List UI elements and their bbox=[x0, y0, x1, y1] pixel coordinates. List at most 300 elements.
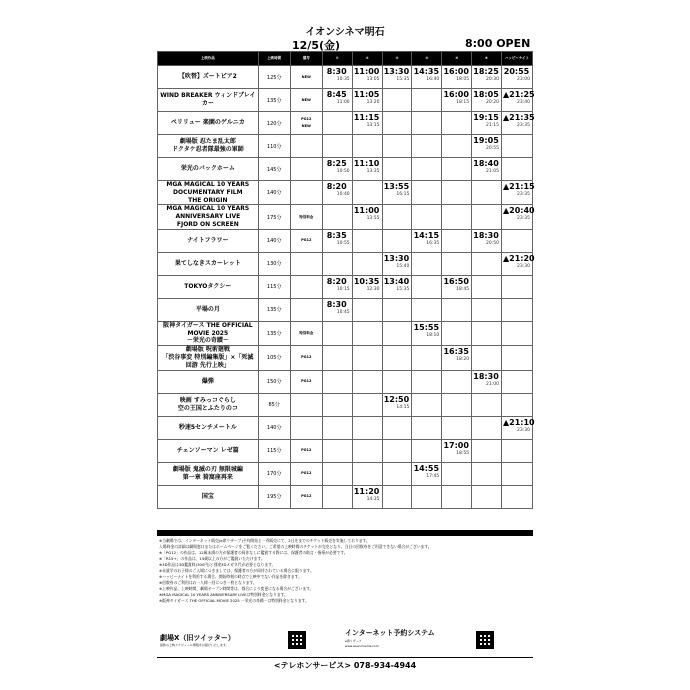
movie-duration: 195分 bbox=[258, 485, 290, 508]
movie-title: 阪神タイガース THE OFFICIAL MOVIE 2025 －栄光の奇蹟－ bbox=[158, 321, 259, 345]
table-row bbox=[158, 205, 533, 229]
showtime-slot bbox=[442, 462, 472, 485]
showtime-slot[interactable] bbox=[442, 66, 472, 89]
showtime-slot[interactable] bbox=[322, 66, 352, 89]
showtime-slot[interactable] bbox=[382, 181, 412, 205]
movie-duration: 140分 bbox=[258, 181, 290, 205]
showtime-slot bbox=[322, 321, 352, 345]
showtime-slot bbox=[382, 439, 412, 462]
showtime-start: 13:30 bbox=[383, 253, 410, 263]
movie-title: 栄光のバックホーム bbox=[158, 158, 259, 181]
note-line: 入場料金の詳細は劇場窓口またはホームページをご覧ください。ご希望の上映時間のチケットが完売となり、当日の回数券をご用意できない場合がございます。 bbox=[159, 544, 432, 549]
note-line: ※回数券のご利用はお一人様一回につき一枚となります。 bbox=[159, 580, 257, 585]
showtime-end: 18:45 bbox=[456, 286, 470, 292]
showtime-end: 18:05 bbox=[456, 77, 470, 82]
table-row bbox=[158, 275, 533, 298]
showtime-start: 14:15 bbox=[413, 230, 440, 240]
showtime-slot bbox=[322, 485, 352, 508]
showtime-end: 10:45 bbox=[336, 309, 350, 315]
showtime-slot[interactable] bbox=[352, 112, 382, 135]
showtime-slot bbox=[322, 462, 352, 485]
showtime-end: 12:30 bbox=[366, 286, 380, 292]
showtime-slot[interactable] bbox=[412, 462, 442, 485]
movie-title: 国宝 bbox=[158, 485, 259, 508]
showtime-slot bbox=[472, 181, 502, 205]
showtime-slot bbox=[442, 298, 472, 321]
showtime-slot bbox=[322, 346, 352, 370]
showtime-slot[interactable] bbox=[352, 158, 382, 181]
movie-duration: 115分 bbox=[258, 439, 290, 462]
showtime-slot bbox=[501, 370, 532, 393]
showtime-slot bbox=[352, 439, 382, 462]
showtime-end: 20:20 bbox=[486, 100, 499, 105]
movie-remarks bbox=[290, 416, 322, 439]
showtime-slot bbox=[501, 321, 532, 345]
movie-title: 果てしなきスカーレット bbox=[158, 252, 259, 275]
showtime-end: 21:00 bbox=[486, 381, 499, 387]
showtime-slot bbox=[412, 346, 442, 370]
showtime-slot[interactable] bbox=[472, 66, 502, 89]
showtime-start: 10:35 bbox=[353, 276, 380, 286]
showtime-end: 10:15 bbox=[336, 286, 350, 292]
showtime-slot bbox=[352, 462, 382, 485]
showtime-end: 16:15 bbox=[396, 192, 410, 197]
table-row bbox=[158, 370, 533, 393]
showtime-slot bbox=[472, 205, 502, 229]
table-row bbox=[158, 439, 533, 462]
showtime-slot[interactable] bbox=[442, 346, 472, 370]
showtime-slot bbox=[382, 89, 412, 112]
showtime-start: 11:20 bbox=[353, 486, 380, 496]
showtime-slot[interactable] bbox=[501, 181, 535, 205]
showtime-slot bbox=[382, 205, 412, 229]
showtime-end: 23:30 bbox=[517, 263, 530, 269]
showtime-end: 21:05 bbox=[486, 169, 499, 174]
column-header: 上映時間 bbox=[258, 52, 290, 66]
showtime-slot[interactable] bbox=[352, 66, 382, 89]
showtime-slot[interactable] bbox=[472, 89, 502, 112]
net-reservation-url[interactable]: www.aeoncinema.com bbox=[345, 643, 379, 648]
showtime-slot[interactable] bbox=[382, 252, 412, 275]
showtime-start: 8:30 bbox=[326, 67, 347, 76]
showtime-end: 11:00 bbox=[336, 100, 350, 105]
showtime-end: 23:40 bbox=[517, 100, 530, 105]
showtime-start: 12:50 bbox=[383, 394, 410, 404]
showtime-start: 20:55 bbox=[503, 67, 530, 76]
showtime-slot bbox=[382, 229, 412, 252]
showtime-slot bbox=[442, 205, 472, 229]
showtime-slot bbox=[442, 370, 472, 393]
showtime-slot bbox=[382, 298, 412, 321]
showtime-slot bbox=[412, 205, 442, 229]
showtime-slot[interactable] bbox=[501, 112, 535, 135]
showtime-slot[interactable] bbox=[442, 89, 472, 112]
showtime-slot[interactable] bbox=[501, 416, 535, 439]
table-row bbox=[158, 135, 533, 158]
telephone-service: <テレホンサービス> 078-934-4944 bbox=[273, 661, 417, 670]
showtime-slot bbox=[412, 112, 442, 135]
note-line: ※当劇場では、インターネット販売(e席リザーブ)予約開始と一斉販売にて、2日先までのチケット販売を実施しております。 bbox=[159, 538, 370, 543]
net-reservation-info bbox=[345, 639, 465, 648]
showtime-slot bbox=[442, 229, 472, 252]
showtime-slot bbox=[442, 321, 472, 345]
showtime-end: 10:50 bbox=[336, 169, 350, 174]
showtime-slot bbox=[501, 229, 532, 252]
showtime-slot bbox=[501, 462, 532, 485]
showtime-slot bbox=[472, 298, 502, 321]
showtime-slot bbox=[322, 393, 352, 416]
showtime-slot[interactable] bbox=[322, 275, 352, 298]
showtime-start: 14:35 bbox=[413, 67, 440, 76]
showtime-end: 10:40 bbox=[336, 192, 350, 197]
x-account-title: 劇場X（旧ツイッター） bbox=[160, 634, 235, 642]
showtime-start: 16:00 bbox=[443, 67, 469, 76]
showtime-slot bbox=[322, 205, 352, 229]
showtime-slot bbox=[382, 112, 412, 135]
movie-remarks: PG12 bbox=[290, 485, 322, 508]
showtime-slot[interactable] bbox=[322, 158, 352, 181]
showtime-start: 16:35 bbox=[443, 347, 469, 357]
showtime-slot[interactable] bbox=[442, 439, 472, 462]
showtime-slot bbox=[382, 370, 412, 393]
movie-title: MGA MAGICAL 10 YEARS DOCUMENTARY FILM THE ORIGIN bbox=[158, 181, 259, 205]
movie-title: 平場の月 bbox=[158, 298, 259, 321]
showtime-slot bbox=[501, 439, 532, 462]
cinema-name: イオンシネマ明石 bbox=[305, 27, 385, 38]
showtime-end: 14:35 bbox=[366, 496, 380, 502]
note-line: ※3D作品は3D鑑賞料(300円)と別途3Dメガネ代が必要となります。 bbox=[159, 562, 276, 567]
table-row bbox=[158, 393, 533, 416]
showtime-end: 15:35 bbox=[396, 77, 410, 82]
column-header: ② bbox=[352, 52, 382, 66]
showtime-slot bbox=[322, 439, 352, 462]
showtime-slot bbox=[352, 298, 382, 321]
showtime-end: 18:10 bbox=[426, 332, 440, 338]
table-row bbox=[158, 252, 533, 275]
showtime-end: 23:35 bbox=[517, 123, 530, 128]
showtime-slot bbox=[472, 321, 502, 345]
x-qr-code-icon[interactable] bbox=[288, 631, 306, 649]
showtime-slot bbox=[382, 462, 412, 485]
column-header: ⑥ bbox=[472, 52, 502, 66]
showtime-start: 19:15 bbox=[473, 113, 499, 122]
movie-title: TOKYOタクシー bbox=[158, 275, 259, 298]
showtime-start: 11:00 bbox=[353, 206, 380, 216]
showtime-slot bbox=[412, 416, 442, 439]
showtime-slot[interactable] bbox=[472, 112, 502, 135]
movie-duration: 135分 bbox=[258, 298, 290, 321]
showtime-slot bbox=[501, 393, 532, 416]
showtime-slot bbox=[382, 416, 412, 439]
showtime-slot[interactable] bbox=[322, 229, 352, 252]
showtime-start: 19:05 bbox=[473, 136, 499, 145]
showtime-end: 15:40 bbox=[396, 263, 410, 269]
movie-remarks: PG12 bbox=[290, 229, 322, 252]
showtime-end: 20:55 bbox=[486, 146, 499, 151]
showtime-slot bbox=[412, 275, 442, 298]
movie-remarks: 特別料金 bbox=[290, 205, 322, 229]
movie-duration: 135分 bbox=[258, 321, 290, 345]
movie-title: 劇場版 鬼滅の刃 無限城編 第一章 猗窩座再来 bbox=[158, 462, 259, 485]
showtime-start: 8:45 bbox=[326, 90, 347, 99]
showtime-slot bbox=[501, 298, 532, 321]
showtime-end: 23:00 bbox=[517, 77, 530, 82]
showtime-slot[interactable] bbox=[352, 89, 382, 112]
showtime-start: 17:00 bbox=[443, 440, 469, 450]
showtime-start: 8:25 bbox=[326, 159, 347, 168]
showtime-slot bbox=[382, 346, 412, 370]
movie-duration: 140分 bbox=[258, 416, 290, 439]
showtime-slot[interactable] bbox=[472, 135, 502, 158]
showtime-slot[interactable] bbox=[501, 66, 532, 89]
showtime-slot bbox=[472, 439, 502, 462]
showtime-slot bbox=[442, 485, 472, 508]
movie-title: チェンソーマン レゼ篇 bbox=[158, 439, 259, 462]
showtime-slot bbox=[412, 158, 442, 181]
showtime-end: 18:20 bbox=[456, 357, 470, 363]
movie-remarks: PG12 bbox=[290, 346, 322, 370]
showtime-slot bbox=[322, 135, 352, 158]
notes-section bbox=[159, 538, 531, 604]
showtime-slot[interactable] bbox=[472, 158, 502, 181]
showtime-slot[interactable] bbox=[352, 275, 382, 298]
showtime-end: 16:35 bbox=[426, 240, 440, 246]
movie-remarks: PG12 bbox=[290, 370, 322, 393]
schedule-header-row bbox=[158, 52, 533, 66]
movie-duration: 175分 bbox=[258, 205, 290, 229]
showtime-slot bbox=[352, 229, 382, 252]
column-header: ① bbox=[322, 52, 352, 66]
column-header: 上映作品 bbox=[158, 52, 259, 66]
showtime-start: 11:00 bbox=[353, 67, 380, 76]
showtime-slot bbox=[442, 393, 472, 416]
showtime-end: 13:20 bbox=[366, 100, 380, 105]
showtime-end: 18:15 bbox=[456, 100, 470, 105]
movie-duration: 115分 bbox=[258, 275, 290, 298]
open-time: 8:00 OPEN bbox=[465, 37, 531, 50]
movie-remarks bbox=[290, 298, 322, 321]
column-header: ハッピーナイト bbox=[501, 52, 532, 66]
movie-remarks: PG12 bbox=[290, 439, 322, 462]
movie-title: 爆弾 bbox=[158, 370, 259, 393]
showtime-slot[interactable] bbox=[501, 205, 535, 229]
note-line: ※ハッピーナイトを利用する場合、開始時刻の時点で上映中でない作品を除きます。 bbox=[159, 574, 302, 579]
movie-remarks bbox=[290, 158, 322, 181]
showtime-slot[interactable] bbox=[322, 298, 352, 321]
schedule-date: 12/5(金) bbox=[292, 39, 341, 52]
showtime-slot[interactable] bbox=[472, 229, 502, 252]
showtime-end: 17:45 bbox=[426, 473, 440, 479]
showtime-start: 18:05 bbox=[473, 90, 499, 99]
movie-title: WIND BREAKER ウィンドブレイカー bbox=[158, 89, 259, 112]
showtime-slot bbox=[442, 181, 472, 205]
movie-title: ナイトフラワー bbox=[158, 229, 259, 252]
showtime-slot bbox=[472, 346, 502, 370]
showtime-slot bbox=[472, 485, 502, 508]
showtime-end: 13:15 bbox=[366, 123, 380, 128]
showtime-slot bbox=[382, 158, 412, 181]
showtime-start: ▲21:10 bbox=[502, 417, 535, 427]
showtime-slot bbox=[352, 252, 382, 275]
showtime-start: ▲21:35 bbox=[502, 113, 535, 122]
x-account-note: 最新の上映スケジュール情報をお届けいたします。 bbox=[160, 643, 229, 647]
showtime-slot[interactable] bbox=[412, 66, 442, 89]
showtime-end: 20:50 bbox=[486, 240, 499, 246]
showtime-slot bbox=[382, 135, 412, 158]
movie-title: ペリリュー 楽園のゲルニカ bbox=[158, 112, 259, 135]
movie-remarks bbox=[290, 275, 322, 298]
showtime-slot bbox=[412, 89, 442, 112]
net-reservation-title: インターネット予約システム bbox=[345, 629, 435, 637]
showtime-slot[interactable] bbox=[322, 89, 352, 112]
showtime-slot bbox=[501, 485, 532, 508]
movie-duration: 125分 bbox=[258, 66, 290, 89]
movie-remarks: NEW bbox=[290, 89, 322, 112]
showtime-slot bbox=[322, 252, 352, 275]
movie-duration: 140分 bbox=[258, 229, 290, 252]
movie-duration: 85分 bbox=[258, 393, 290, 416]
showtime-slot bbox=[501, 275, 532, 298]
movie-duration: 135分 bbox=[258, 89, 290, 112]
showtime-slot bbox=[382, 321, 412, 345]
notes-divider bbox=[157, 530, 533, 536]
showtime-slot bbox=[442, 112, 472, 135]
movie-duration: 170分 bbox=[258, 462, 290, 485]
table-row bbox=[158, 298, 533, 321]
showtime-start: ▲21:15 bbox=[502, 182, 535, 191]
showtime-slot[interactable] bbox=[352, 485, 382, 508]
table-row bbox=[158, 66, 533, 89]
table-row bbox=[158, 112, 533, 135]
showtime-start: 15:55 bbox=[413, 322, 440, 332]
showtime-slot bbox=[442, 158, 472, 181]
column-header: ③ bbox=[382, 52, 412, 66]
showtime-end: 10:35 bbox=[336, 77, 350, 82]
showtime-end: 13:35 bbox=[366, 169, 380, 174]
showtime-slot bbox=[472, 393, 502, 416]
showtime-start: 8:30 bbox=[326, 299, 347, 309]
movie-duration: 145分 bbox=[258, 158, 290, 181]
table-row bbox=[158, 462, 533, 485]
movie-remarks bbox=[290, 393, 322, 416]
showtime-slot bbox=[322, 416, 352, 439]
showtime-start: 16:00 bbox=[443, 90, 469, 99]
table-row bbox=[158, 321, 533, 345]
showtime-slot bbox=[352, 321, 382, 345]
showtime-slot bbox=[412, 298, 442, 321]
showtime-slot bbox=[352, 416, 382, 439]
showtime-start: 18:30 bbox=[473, 371, 499, 381]
showtime-end: 21:15 bbox=[486, 123, 499, 128]
footer-divider bbox=[157, 657, 533, 658]
note-line: ※「R15+」の作品は、15歳以上の方がご鑑賞いただけます。 bbox=[159, 556, 265, 561]
showtime-end: 14:15 bbox=[396, 404, 410, 410]
showtime-slot bbox=[382, 485, 412, 508]
movie-title: 秒速5センチメートル bbox=[158, 416, 259, 439]
web-qr-code-icon[interactable] bbox=[476, 631, 494, 649]
showtime-slot bbox=[412, 370, 442, 393]
column-header: ⑤ bbox=[442, 52, 472, 66]
showtime-end: 15:35 bbox=[396, 286, 410, 292]
table-row bbox=[158, 485, 533, 508]
note-line: ※「PG12」の作品は、12歳未満の方が保護者の同伴なしに鑑賞する際には、保護者の助言・指導が必要です。 bbox=[159, 550, 348, 555]
movie-title: 映画 すみっコぐらし 空の王国とふたりのコ bbox=[158, 393, 259, 416]
showtime-start: 8:20 bbox=[326, 182, 347, 191]
movie-title: 劇場版 忍たま乱太郎 ドクタケ忍者隊最強の軍師 bbox=[158, 135, 259, 158]
note-line: ※MGA MAGICAL 10 YEARS ANNIVERSARY LIVEは特別料金となります。 bbox=[159, 592, 288, 597]
movie-title: MGA MAGICAL 10 YEARS ANNIVERSARY LIVE FJORD ON SCREEN bbox=[158, 205, 259, 229]
showtime-slot[interactable] bbox=[472, 370, 502, 393]
movie-duration: 110分 bbox=[258, 135, 290, 158]
note-line: ※未就学のお子様のご入場につきましては、保護者の方が同伴されている場合に限ります。 bbox=[159, 568, 314, 573]
showtime-slot[interactable] bbox=[501, 89, 535, 112]
showtime-start: ▲20:40 bbox=[502, 206, 535, 216]
showtime-slot bbox=[501, 346, 532, 370]
showtime-slot bbox=[412, 252, 442, 275]
showtime-end: 23:35 bbox=[517, 216, 530, 222]
showtime-slot bbox=[442, 416, 472, 439]
showtime-slot[interactable] bbox=[412, 229, 442, 252]
column-header: ④ bbox=[412, 52, 442, 66]
showtime-slot[interactable] bbox=[382, 393, 412, 416]
movie-remarks bbox=[290, 252, 322, 275]
showtime-slot[interactable] bbox=[382, 275, 412, 298]
showtime-start: 18:40 bbox=[473, 159, 499, 168]
showtime-slot bbox=[472, 252, 502, 275]
showtime-slot[interactable] bbox=[382, 66, 412, 89]
showtime-slot bbox=[352, 393, 382, 416]
net-reservation-line: e席リザーブ bbox=[345, 639, 362, 643]
movie-duration: 105分 bbox=[258, 346, 290, 370]
showtime-start: 11:05 bbox=[353, 90, 380, 99]
showtime-end: 23:30 bbox=[517, 427, 530, 433]
showtime-start: 13:30 bbox=[383, 67, 410, 76]
showtime-slot[interactable] bbox=[322, 181, 352, 205]
showtime-slot[interactable] bbox=[442, 275, 472, 298]
showtime-slot[interactable] bbox=[412, 321, 442, 345]
showtime-slot bbox=[412, 393, 442, 416]
showtime-start: ▲21:20 bbox=[502, 253, 535, 263]
showtime-end: 18:55 bbox=[456, 450, 470, 456]
showtime-slot bbox=[352, 370, 382, 393]
movie-title: 劇場版 呪術廻戦 「渋谷事変 特別編集版」×「死滅回游 先行上映」 bbox=[158, 346, 259, 370]
showtime-end: 13:55 bbox=[366, 216, 380, 222]
schedule-body bbox=[158, 66, 533, 509]
showtime-slot[interactable] bbox=[352, 205, 382, 229]
showtime-end: 10:55 bbox=[336, 240, 350, 246]
movie-remarks: PG12 NEW bbox=[290, 112, 322, 135]
showtime-end: 13:05 bbox=[366, 77, 380, 82]
showtime-end: 20:30 bbox=[486, 77, 499, 82]
table-row bbox=[158, 346, 533, 370]
showtime-slot bbox=[412, 181, 442, 205]
showtime-start: 16:50 bbox=[443, 276, 469, 286]
movie-remarks bbox=[290, 135, 322, 158]
showtime-slot bbox=[352, 181, 382, 205]
showtime-slot bbox=[442, 252, 472, 275]
table-row bbox=[158, 89, 533, 112]
note-line: ※阪神タイガース THE OFFICIAL MOVIE 2025 －栄光の奇蹟－は特別料金となります。 bbox=[159, 598, 309, 603]
showtime-slot[interactable] bbox=[501, 252, 535, 275]
table-row bbox=[158, 416, 533, 439]
schedule-table bbox=[157, 51, 533, 509]
showtime-slot bbox=[352, 346, 382, 370]
showtime-end: 23:35 bbox=[517, 192, 530, 197]
movie-duration: 150分 bbox=[258, 370, 290, 393]
showtime-slot bbox=[442, 135, 472, 158]
showtime-slot bbox=[352, 135, 382, 158]
showtime-slot bbox=[412, 135, 442, 158]
